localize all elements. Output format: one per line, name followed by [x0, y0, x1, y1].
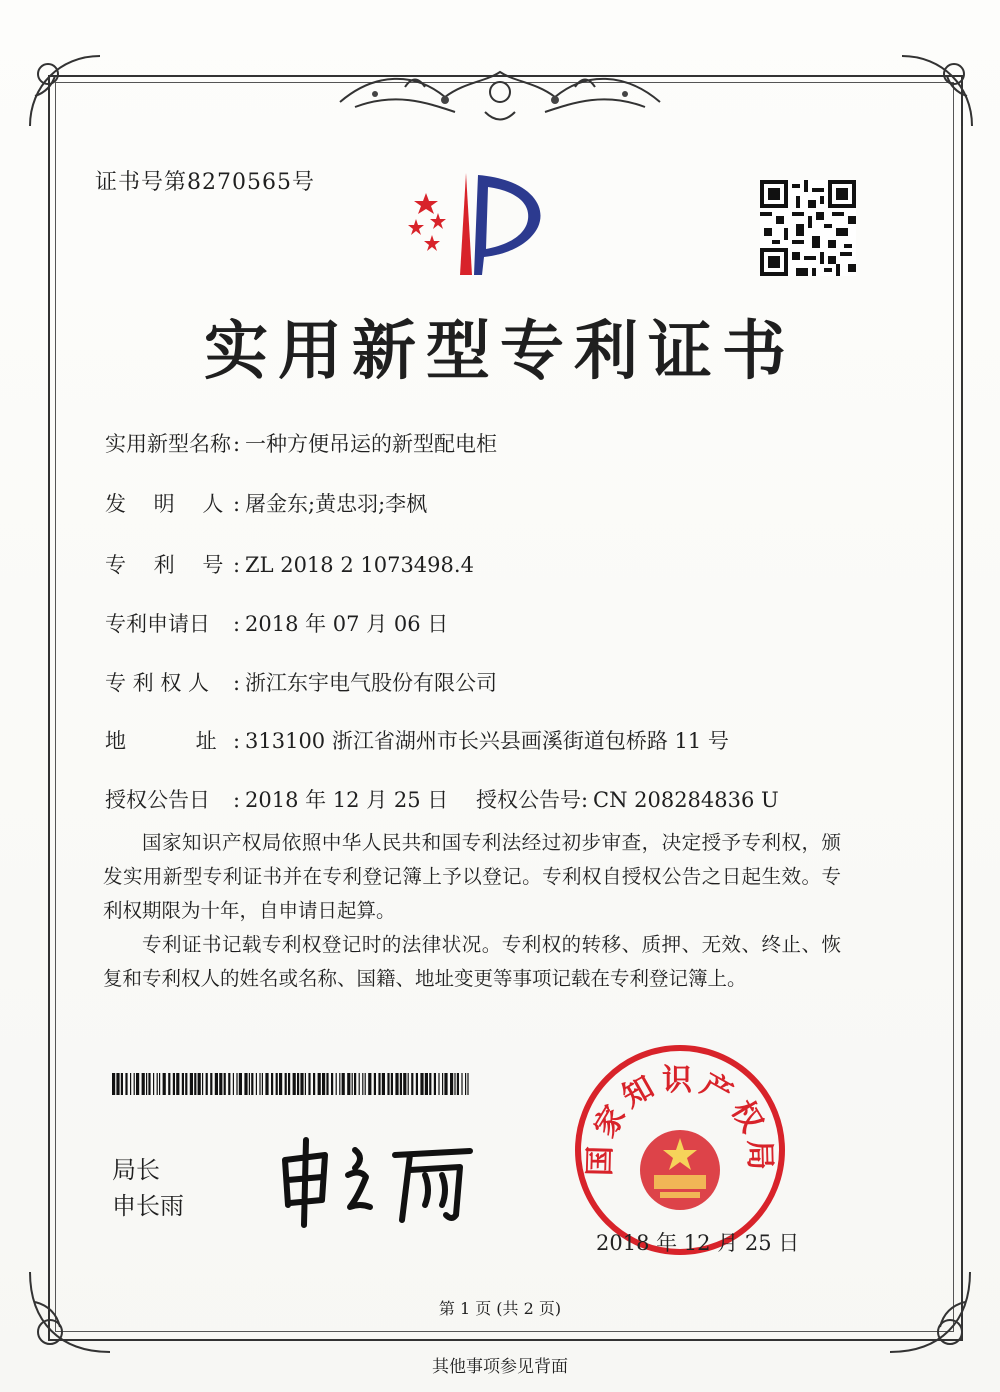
field-label: 实用新型名称 [105, 432, 231, 456]
footer-note: 其他事项参见背面 [432, 1357, 568, 1377]
certificate-title: 实用新型专利证书 [204, 314, 796, 389]
qr-code-icon [760, 180, 856, 276]
field-label: 专 利 权 人 [105, 671, 210, 695]
svg-text:国家知识产权局: 国家知识产权局 [582, 1063, 778, 1177]
director-title: 局长 [112, 1156, 160, 1184]
field-value: 浙江东宇电气股份有限公司 [245, 671, 497, 695]
field-grant-date: 授权公告日 : 2018 年 12 月 25 日 [105, 784, 448, 814]
field-label: 授权公告号 [476, 788, 581, 812]
field-value: 2018 年 12 月 25 日 [245, 788, 449, 812]
field-utility-model-name: 实用新型名称: 一种方便吊运的新型配电柜 [105, 428, 497, 458]
seal-date: 2018 年 12 月 25 日 [596, 1231, 800, 1255]
field-filing-date: 专利申请日 : 2018 年 07 月 06 日 [105, 608, 448, 638]
certificate-number [95, 165, 315, 196]
top-right-corner-ornament-icon [892, 46, 982, 136]
certificate-number-label: 证书号第 [95, 170, 188, 195]
cnipa-logo-icon [398, 165, 558, 285]
field-label: 专利申请日 [105, 612, 210, 636]
field-patent-number: 专 利 号 : ZL 2018 2 1073498.4 [105, 549, 474, 579]
barcode-icon [112, 1073, 472, 1095]
certificate-statement [103, 826, 841, 996]
field-address: 地 址 : 313100 浙江省湖州市长兴县画溪街道包桥路 11 号 [105, 725, 729, 755]
director-signature-icon [270, 1125, 490, 1235]
field-value: ZL 2018 2 1073498.4 [245, 553, 474, 577]
field-value: 一种方便吊运的新型配电柜 [245, 432, 497, 456]
field-value: CN 208284836 U [593, 788, 779, 812]
director-name: 申长雨 [112, 1192, 184, 1220]
page-number: 第 1 页 (共 2 页) [438, 1299, 562, 1318]
field-value: 313100 浙江省湖州市长兴县画溪街道包桥路 11 号 [245, 729, 729, 753]
field-patentee: 专 利 权 人 : 浙江东宇电气股份有限公司 [105, 667, 497, 697]
field-value: 屠金东;黄忠羽;李枫 [245, 492, 428, 516]
certificate-number-suffix: 号 [292, 170, 316, 195]
field-label: 发 明 人 [105, 492, 224, 516]
certificate-number-value: 8270565 [187, 170, 292, 195]
field-value: 2018 年 07 月 06 日 [245, 612, 449, 636]
top-left-corner-ornament-icon [20, 46, 110, 136]
statement-paragraph: 专利证书记载专利权登记时的法律状况。专利权的转移、质押、无效、终止、恢复和专利权人的姓名或名称、国籍、地址变更等事项记载在专利登记簿上。 [103, 933, 841, 990]
field-inventor: 发 明 人 : 屠金东;黄忠羽;李枫 [105, 488, 427, 518]
statement-paragraph: 国家知识产权局依照中华人民共和国专利法经过初步审查，决定授予专利权，颁发实用新型专利证书并在专利登记簿上予以登记。专利权自授权公告之日起生效。专利权期限为十年，自申请日起算。 [103, 831, 841, 922]
field-label: 授权公告日 [105, 788, 210, 812]
top-ornament-icon [335, 62, 665, 132]
field-label: 地 址 [105, 729, 217, 753]
field-grant-number: 授权公告号: CN 208284836 U [476, 788, 779, 812]
field-label: 专 利 号 [105, 553, 224, 577]
